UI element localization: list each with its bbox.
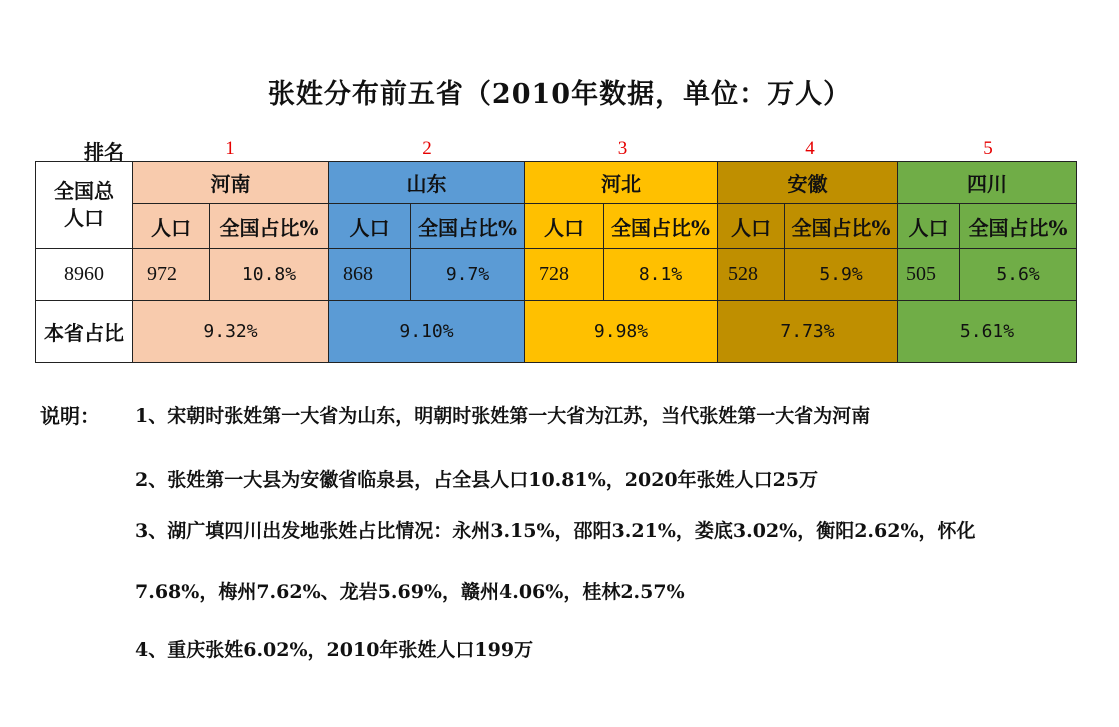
rank-3: 3 — [617, 138, 628, 159]
rank-1: 1 — [225, 138, 235, 159]
national-pct-value: 5.9% — [785, 249, 898, 301]
national-pct-header: 全国占比% — [210, 204, 329, 249]
provincial-share-value: 9.98% — [525, 301, 718, 363]
national-pct-header: 全国占比% — [411, 204, 525, 249]
national-total-value: 8960 — [36, 249, 133, 301]
pop-header: 人口 — [525, 204, 604, 249]
province-table — [35, 161, 1077, 363]
province-name-anhui: 安徽 — [718, 162, 898, 204]
province-name-shandong: 山东 — [329, 162, 525, 204]
province-name-henan: 河南 — [133, 162, 329, 204]
population-value: 528 — [718, 249, 785, 301]
province-name-hebei: 河北 — [525, 162, 718, 204]
note-line: 7.68%，梅州7.62%、龙岩5.69%，赣州4.06%，桂林2.57% — [135, 581, 685, 603]
national-pct-value: 10.8% — [210, 249, 329, 301]
rank-4: 4 — [805, 138, 815, 159]
pop-header: 人口 — [133, 204, 210, 249]
rank-2: 2 — [422, 138, 432, 159]
note-line: 2、张姓第一大县为安徽省临泉县，占全县人口10.81%，2020年张姓人口25万 — [135, 469, 819, 491]
national-pct-header: 全国占比% — [785, 204, 898, 249]
pop-header: 人口 — [718, 204, 785, 249]
population-value: 728 — [525, 249, 604, 301]
population-value: 972 — [133, 249, 210, 301]
rank-5: 5 — [983, 138, 993, 159]
population-value: 868 — [329, 249, 411, 301]
provincial-share-value: 9.32% — [133, 301, 329, 363]
national-pct-header: 全国占比% — [960, 204, 1077, 249]
notes-label: 说明： — [40, 404, 100, 428]
national-pct-value: 5.6% — [960, 249, 1077, 301]
note-line: 3、湖广填四川出发地张姓占比情况：永州3.15%，邵阳3.21%，娄底3.02%，衡阳2.62%，怀化 — [135, 520, 976, 542]
national-pct-value: 9.7% — [411, 249, 525, 301]
note-line: 1、宋朝时张姓第一大省为山东，明朝时张姓第一大省为江苏，当代张姓第一大省为河南 — [135, 405, 871, 427]
pop-header: 人口 — [898, 204, 960, 249]
provincial-share-value: 5.61% — [898, 301, 1077, 363]
national-total-header: 全国总人口 — [36, 162, 133, 249]
page-title: 张姓分布前五省（2010年数据，单位：万人） — [267, 79, 852, 110]
note-line: 4、重庆张姓6.02%，2010年张姓人口199万 — [135, 639, 534, 661]
provincial-share-header: 本省占比 — [36, 301, 133, 363]
province-name-sichuan: 四川 — [898, 162, 1077, 204]
national-pct-value: 8.1% — [604, 249, 718, 301]
population-value: 505 — [898, 249, 960, 301]
pop-header: 人口 — [329, 204, 411, 249]
rank-label: 排名 — [84, 140, 124, 164]
provincial-share-value: 7.73% — [718, 301, 898, 363]
provincial-share-value: 9.10% — [329, 301, 525, 363]
national-pct-header: 全国占比% — [604, 204, 718, 249]
